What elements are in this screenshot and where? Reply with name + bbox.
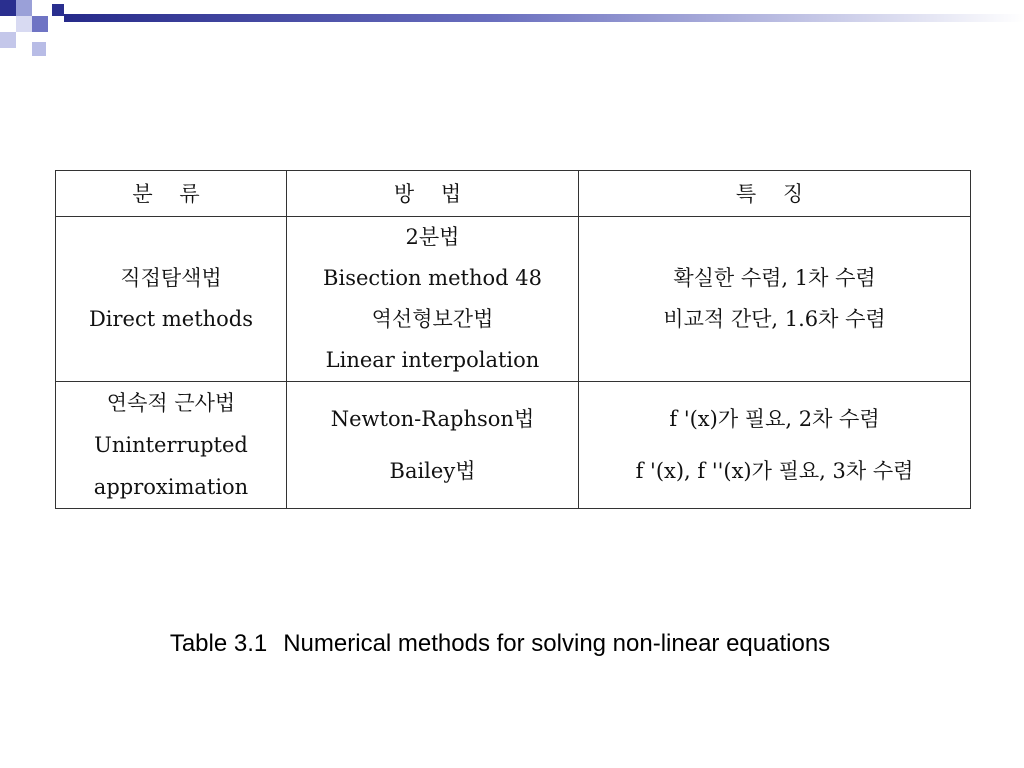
method-line: Bisection method 48 bbox=[323, 266, 542, 290]
method-line: 2분법 bbox=[405, 225, 460, 249]
header-gradient-bar bbox=[64, 14, 1024, 22]
feature-cell bbox=[579, 382, 971, 509]
decor-square bbox=[52, 4, 64, 16]
caption-label: Table 3.1 bbox=[169, 630, 268, 657]
decor-square bbox=[0, 32, 16, 48]
method-line: Linear interpolation bbox=[325, 348, 540, 372]
methods-table bbox=[55, 170, 971, 509]
methods-table-container bbox=[55, 170, 970, 509]
decor-square bbox=[32, 16, 48, 32]
feature-line: 확실한 수렴, 1차 수렴 bbox=[673, 266, 876, 290]
header-feature: 특 징 bbox=[579, 171, 971, 217]
method-line: Bailey법 bbox=[389, 459, 476, 483]
method-line: Newton-Raphson법 bbox=[330, 407, 535, 431]
decor-square bbox=[32, 42, 46, 56]
decor-square bbox=[16, 0, 32, 16]
header-method: 방 법 bbox=[287, 171, 579, 217]
category-english: Uninterrupted bbox=[94, 433, 248, 457]
category-korean: 직접탐색법 bbox=[120, 266, 222, 290]
header-category: 분 류 bbox=[56, 171, 287, 217]
category-cell bbox=[56, 217, 287, 382]
table-row bbox=[56, 217, 971, 382]
feature-cell bbox=[579, 217, 971, 382]
table-caption bbox=[0, 630, 1000, 658]
category-english: Direct methods bbox=[88, 307, 254, 331]
feature-line: f '(x)가 필요, 2차 수렴 bbox=[669, 407, 880, 431]
decor-square bbox=[0, 0, 16, 16]
category-korean: 연속적 근사법 bbox=[106, 391, 236, 415]
category-english: approximation bbox=[93, 475, 249, 499]
method-cell bbox=[287, 217, 579, 382]
feature-line: f '(x), f ''(x)가 필요, 3차 수렴 bbox=[635, 459, 914, 483]
caption-text: Numerical methods for solving non-linear equations bbox=[283, 630, 831, 657]
table-header-row bbox=[56, 171, 971, 217]
category-cell bbox=[56, 382, 287, 509]
feature-line: 비교적 간단, 1.6차 수렴 bbox=[663, 307, 886, 331]
table-row bbox=[56, 382, 971, 509]
decor-square bbox=[16, 16, 32, 32]
method-cell bbox=[287, 382, 579, 509]
method-line: 역선형보간법 bbox=[371, 307, 494, 331]
